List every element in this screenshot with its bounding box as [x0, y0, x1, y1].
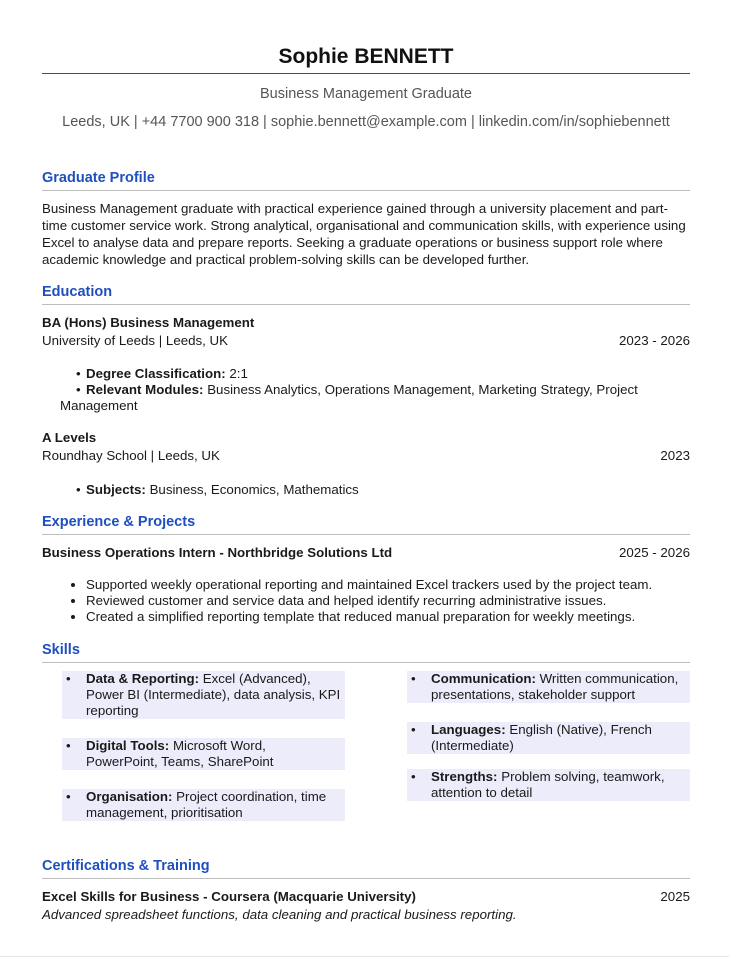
- skill-item: [62, 738, 345, 770]
- skill-label: Communication:: [431, 671, 536, 686]
- education-entry: [42, 314, 690, 414]
- skill-label: Data & Reporting:: [86, 671, 200, 686]
- education-institution-row: [42, 447, 690, 464]
- detail-value: Business Analytics, Operations Management, Marketing Strategy, Project: [207, 382, 638, 397]
- education-details: [42, 366, 690, 414]
- list-item: • Supported weekly operational reporting and maintained Excel trackers used by the project team.: [86, 577, 690, 593]
- skills-column-right: [407, 671, 690, 840]
- education-degree: BA (Hons) Business Management: [42, 315, 255, 330]
- page-bottom-divider: [0, 956, 729, 957]
- section-heading-profile: Graduate Profile: [42, 169, 690, 191]
- education-institution: Roundhay School | Leeds, UK: [42, 448, 220, 463]
- list-item: • Created a simplified reporting template that reduced manual preparation for weekly meetings.: [86, 609, 690, 625]
- experience-role: Business Operations Intern - Northbridge Solutions Ltd: [42, 545, 393, 560]
- skill-label: Organisation:: [86, 789, 173, 804]
- skills-grid: [42, 671, 690, 840]
- detail-value: Business, Economics, Mathematics: [149, 482, 359, 497]
- experience-role-row: [42, 544, 690, 561]
- skill-value: Problem solving, teamwork, attention to detail: [431, 769, 665, 800]
- detail-value: 2:1: [229, 366, 248, 381]
- candidate-title: Business Management Graduate: [260, 86, 472, 102]
- list-item: [86, 482, 690, 498]
- education-entry: [42, 429, 690, 498]
- skill-item: [62, 789, 345, 821]
- education-details: [42, 482, 690, 498]
- detail-value-continued: Management: [60, 398, 138, 413]
- skills-column-left: [62, 671, 345, 840]
- education-dates: 2023: [660, 448, 690, 463]
- list-item: [60, 382, 690, 414]
- education-institution-row: [42, 332, 690, 349]
- detail-label: Relevant Modules:: [86, 382, 204, 397]
- section-heading-education: Education: [42, 283, 690, 305]
- resume-page: [42, 0, 690, 923]
- skill-value: English (Native), French (Intermediate): [431, 722, 652, 753]
- contact-line: Leeds, UK | +44 7700 900 318 | sophie.bennett@example.com | linkedin.com/in/sophiebennett: [62, 114, 670, 130]
- list-item: • Reviewed customer and service data and helped identify recurring administrative issues.: [86, 593, 690, 609]
- skill-value: Project coordination, time management, prioritisation: [86, 789, 327, 820]
- experience-bullets: [42, 577, 690, 625]
- education-degree: A Levels: [42, 430, 97, 445]
- skill-value: Excel (Advanced), Power BI (Intermediate), data analysis, KPI reporting: [86, 671, 341, 718]
- list-item: [86, 366, 690, 382]
- candidate-name: Sophie BENNETT: [278, 45, 454, 68]
- skill-item: [62, 671, 345, 719]
- detail-label: Subjects:: [86, 482, 146, 497]
- certification-row: [42, 888, 690, 905]
- section-heading-certifications: Certifications & Training: [42, 857, 690, 879]
- skill-label: Languages:: [431, 722, 506, 737]
- profile-text: Business Management graduate with practical experience gained through a university placement and part-time customer service work. Strong analytical, organisational and communication skills, with experience using Excel to analyse data and prepare reports. Seeking a graduate operations or business support role where academic knowledge and practical problem-solving skills can be developed further.: [42, 201, 686, 267]
- skill-item: [407, 671, 690, 703]
- certification-year: 2025: [660, 889, 690, 904]
- skill-item: [407, 722, 690, 754]
- skill-label: Digital Tools:: [86, 738, 170, 753]
- skill-value: Microsoft Word, PowerPoint, Teams, SharePoint: [86, 738, 274, 769]
- experience-dates: 2025 - 2026: [619, 545, 690, 560]
- certification-description: Advanced spreadsheet functions, data cleaning and practical business reporting.: [42, 907, 517, 922]
- skill-value: Written communication, presentations, stakeholder support: [431, 671, 679, 702]
- certification-title: Excel Skills for Business - Coursera (Macquarie University): [42, 889, 416, 904]
- education-dates: 2023 - 2026: [619, 333, 690, 348]
- skill-label: Strengths:: [431, 769, 498, 784]
- skill-item: [407, 769, 690, 801]
- section-heading-experience: Experience & Projects: [42, 513, 690, 535]
- header-divider: [42, 73, 690, 74]
- section-heading-skills: Skills: [42, 641, 690, 663]
- detail-label: Degree Classification:: [86, 366, 226, 381]
- education-institution: University of Leeds | Leeds, UK: [42, 333, 229, 348]
